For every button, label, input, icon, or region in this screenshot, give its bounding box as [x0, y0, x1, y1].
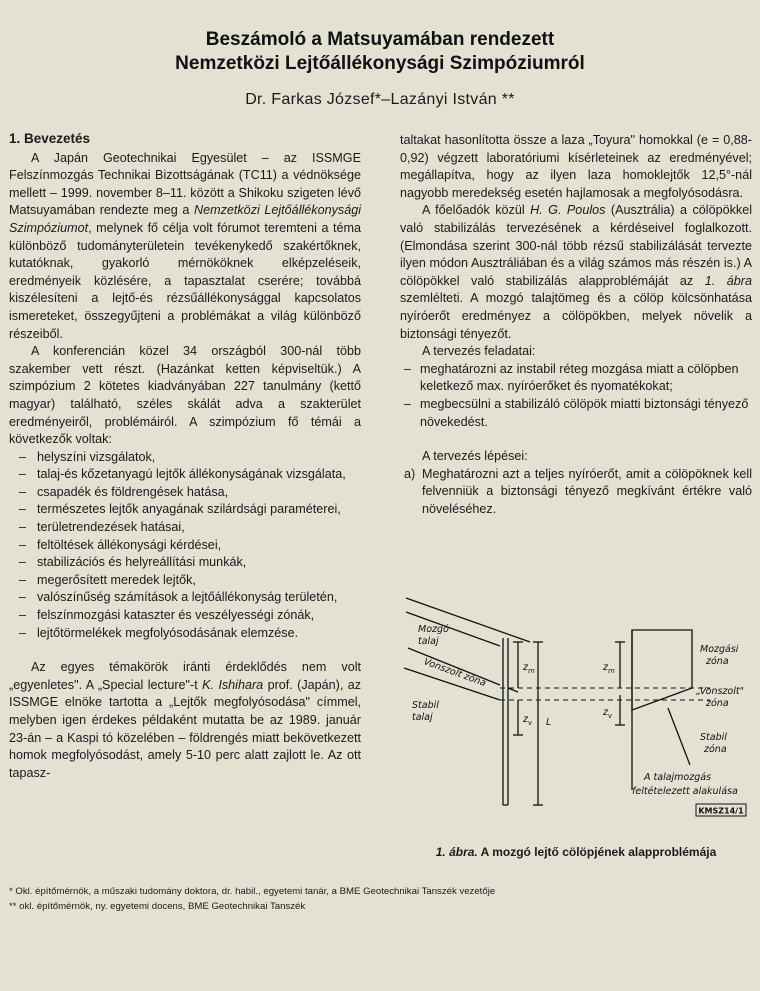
right-zm-label: $z_m$	[603, 662, 615, 675]
sliding-zone-label: Vonszolt zóna	[422, 656, 488, 690]
moving-soil-label-2: talaj	[418, 636, 439, 647]
lecturer-name: K. Ishihara	[202, 677, 264, 692]
title-line-1: Beszámoló a Matsuyamában rendezett	[205, 29, 555, 50]
title-line-2: Nemzetközi Lejtőállékonysági Szimpóziumról	[175, 53, 585, 74]
paragraph-4: taltakat hasonlította össze a laza „Toyura" homokkal (e = 0,88-0,92) végzett laboratóriumi kísérleteinek az eredményével; megállapítva, hogy az ilyen laza homoklejtők 12,5°-nál nagyobb meredekség esetén hajlamosak a megfolyósodásra.	[400, 133, 752, 200]
step-label: a)	[404, 466, 416, 481]
stable-zone-label-2: zóna	[704, 744, 727, 755]
tasks-heading: A tervezés feladatai:	[422, 344, 536, 359]
list-item: – valószínűség számítások a lejtőállékonyság területén,	[9, 589, 361, 607]
paragraph-1: A Japán Geotechnikai Egyesület – az ISSMGE Felszínmozgás Technikai Bizottságának (TC11) a védnöksége mellett – 1999. november 8–11. között a Shikoku szigeten lévő Matsuyamában rendezte meg a Nemzetközi Lejtőállékonysági Szimpóziumot, melynek fő célja volt fórumot teremteni a téma különböző tudományterületein tevékenykedő szakértőknek, kutatóknak, gyakorló mérnököknek elképzeléseik, eredményeik közlésére, a tapasztalat cserére; továbbá kiszélesíteni a lejtő-és rézsűállékonysággal kapcsolatos ismereteket, összegyűjteni a problémákat a világ különböző részeiből.	[9, 150, 361, 341]
dragged-zone-label-2: zóna	[706, 698, 729, 709]
moving-zone-label: Mozgási	[700, 644, 739, 655]
right-column	[400, 132, 752, 518]
figure-code: KMSZ14/1	[698, 806, 744, 816]
list-item: – megbecsülni a stabilizáló cölöpök miatti biztonsági tényező növekedést.	[400, 396, 752, 431]
figure-labels	[412, 624, 744, 797]
zm-label: $z_m$	[523, 662, 535, 675]
zv-label: $z_v$	[523, 714, 533, 727]
slip-surface-cont	[508, 688, 518, 692]
steps-heading: A tervezés lépései:	[422, 449, 528, 464]
symposium-name: Nemzetközi Lejtőállékonysági Szimpóziumot	[9, 203, 361, 235]
pile-diagram	[400, 590, 752, 825]
figure-reference: 1. ábra	[704, 273, 752, 288]
stable-soil-label: Stabil	[412, 700, 439, 711]
stable-soil-label-2: talaj	[412, 712, 433, 723]
caption-text: A mozgó lejtő cölöpjének alapproblémája	[480, 845, 717, 859]
step-text: Meghatározni azt a teljes nyíróerőt, amit a cölöpöknek kell felvenniük a biztonsági tényező megkívánt értékre való növeléséhez.	[422, 466, 752, 516]
step-a	[400, 466, 752, 519]
list-item: – csapadék és földrengések hatása,	[9, 484, 361, 502]
speaker-name: H. G. Poulos	[530, 203, 606, 218]
left-column	[9, 130, 361, 782]
list-item: – természetes lejtők anyagának szilárdsági paraméterei,	[9, 501, 361, 519]
figure-caption	[400, 845, 752, 859]
movement-profile	[632, 630, 692, 710]
paragraph-5: A főelőadók közül H. G. Poulos (Ausztrália) a cölöpökkel való stabilizálás tervezésének a kérdéseivel foglalkozott. (Elmondása szerint 300-nál több rézsű stabilizálását tervezte ilyen módon Ausztráliában és a világ számos más részén is.) A cölöpökkel való stabilizálás alapproblémáját az 1. ábra szemlélteti. A mozgó talajtömeg és a cölöp kölcsönhatása nyíróerőt eredményez a cölöpökben, melyek növelik a biztonsági tényezőt.	[400, 203, 752, 341]
topic-list	[9, 449, 361, 643]
footnote-2: ** okl. építőmérnök, ny. egyetemi docens, BME Geotechnikai Tanszék	[9, 901, 306, 912]
dragged-zone-label: „Vonszolt"	[696, 686, 744, 697]
list-item: – stabilizációs és helyreállítási munkák,	[9, 554, 361, 572]
list-item: – területrendezések hatásai,	[9, 519, 361, 537]
list-item: – helyszíni vizsgálatok,	[9, 449, 361, 467]
assumed-movement-label-2: feltételezett alakulása	[632, 786, 738, 797]
stable-zone-label: Stabil	[700, 732, 727, 743]
footnote-1: * Okl. építőmérnök, a műszaki tudomány doktora, dr. habil., egyetemi tanár, a BME Geotechnikai Tanszék vezetője	[9, 886, 496, 897]
moving-soil-label: Mozgó	[418, 624, 449, 635]
footnotes	[9, 884, 749, 914]
assumed-movement-label: A talajmozgás	[644, 772, 712, 783]
task-list	[400, 361, 752, 431]
paragraph-2: A konferencián közel 34 országból 300-nál több szakember vett részt. (Hazánkat ketten képviseltük.) A szimpózium 2 kötetes kiadványában 227 tanulmány (kettő magyar) található, széles skálát adva a szakterület eredményeiről, problémáiról. A szimpózium fő témái a következők voltak:	[9, 344, 361, 447]
right-zv-label: $z_v$	[603, 707, 613, 720]
list-item: – talaj-és kőzetanyagú lejtők állékonyságának vizsgálata,	[9, 466, 361, 484]
moving-zone-label-2: zóna	[706, 656, 729, 667]
list-item: – lejtőtörmelékek megfolyósodásának elemzése.	[9, 625, 361, 643]
figure-1	[400, 590, 752, 825]
L-label: L	[546, 717, 552, 728]
authors: Dr. Farkas József*–Lazányi István **	[245, 91, 515, 108]
list-item: – feltöltések állékonysági kérdései,	[9, 537, 361, 555]
article-title	[0, 28, 760, 76]
paragraph-3: Az egyes témakörök iránti érdeklődés nem volt „egyenletes". A „Special lecture"-t K. Ishihara prof. (Japán), az ISSMGE elnöke tartotta a „Lejtők megfolyósodása" címmel, melyben igen érdekes példaként mutatta be az 1989. január 23-án – a Kaspi tó közelében – földrengés miatt bekövetkezett homok megfolyósodást, amely 5-10 perc alatt zajlott le. Az ott tapasz-	[9, 660, 362, 780]
caption-number: 1. ábra.	[435, 845, 478, 859]
section-heading: 1. Bevezetés	[9, 131, 91, 146]
assumed-movement-arrow	[668, 708, 690, 765]
list-item: – felszínmozgási kataszter és veszélyességi zónák,	[9, 607, 361, 625]
list-item: – megerősített meredek lejtők,	[9, 572, 361, 590]
list-item: – meghatározni az instabil réteg mozgása miatt a cölöpben keletkező max. nyíróerőket és nyomatékokat;	[400, 361, 752, 396]
